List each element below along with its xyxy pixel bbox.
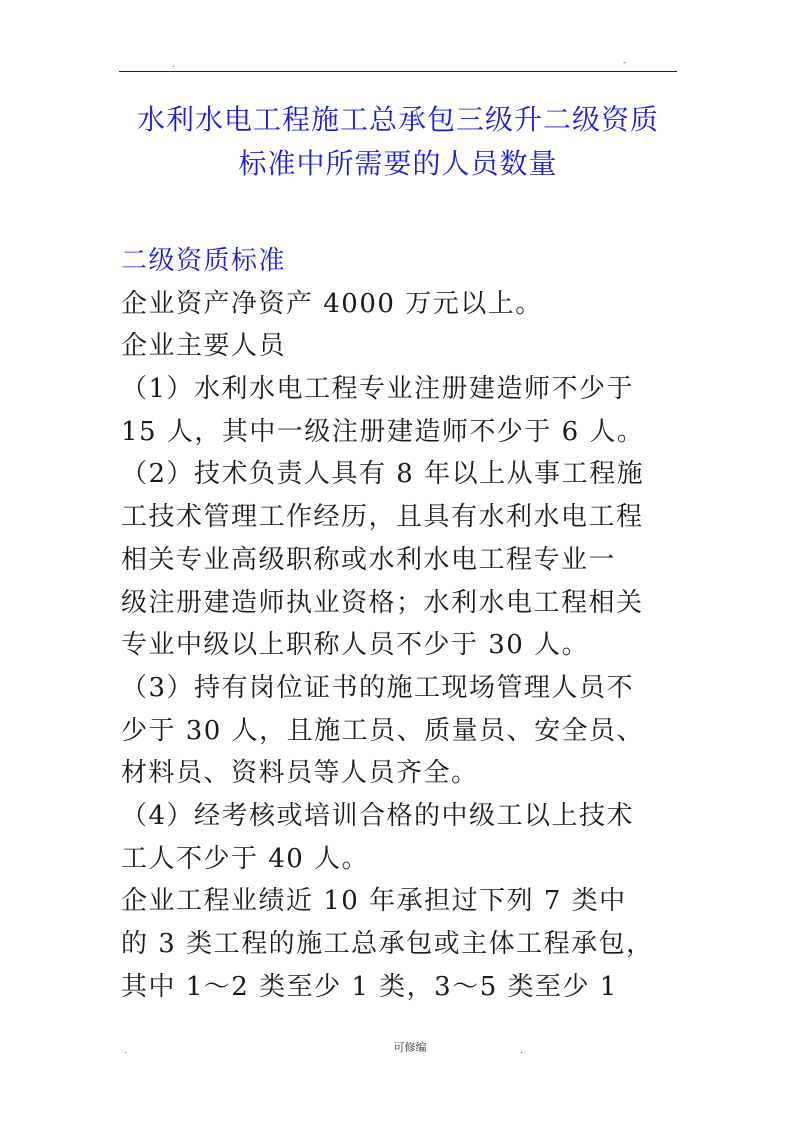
body-line: 级注册建造师执业资格；水利水电工程相关 bbox=[121, 587, 644, 618]
body-line: 企业工程业绩近 10 年承担过下列 7 类中 bbox=[121, 886, 627, 917]
body-line: 少于 30 人，且施工员、质量员、安全员、 bbox=[121, 715, 645, 746]
body-line: 其中 1～2 类至少 1 类，3～5 类至少 1 bbox=[121, 971, 618, 1002]
title-line-1: 水利水电工程施工总承包三级升二级资质 bbox=[136, 103, 659, 136]
body-line: 专业中级以上职称人员不少于 30 人。 bbox=[121, 630, 590, 661]
body-line: 相关专业高级职称或水利水电工程专业一 bbox=[121, 544, 617, 575]
header-dot-right: - bbox=[623, 58, 627, 68]
body-line: （3）持有岗位证书的施工现场管理人员不 bbox=[121, 672, 635, 703]
footer-dot-left: . bbox=[124, 1046, 127, 1056]
header-dot-left: . bbox=[172, 60, 175, 70]
body-line: 的 3 类工程的施工总承包或主体工程承包， bbox=[121, 929, 654, 959]
body-line: 15 人，其中一级注册建造师不少于 6 人。 bbox=[121, 416, 645, 447]
body-line: 企业资产净资产 4000 万元以上。 bbox=[121, 288, 543, 319]
body-line: （2）技术负责人具有 8 年以上从事工程施 bbox=[121, 459, 645, 490]
footer-label: 可修编 bbox=[393, 1041, 427, 1054]
section-heading: 二级资质标准 bbox=[121, 246, 287, 276]
header-rule bbox=[119, 71, 677, 72]
body-line: 企业主要人员 bbox=[121, 331, 287, 362]
body-line: 工技术管理工作经历，且具有水利水电工程 bbox=[121, 502, 644, 533]
footer-dot-right: . bbox=[520, 1046, 523, 1056]
body-line: 工人不少于 40 人。 bbox=[121, 843, 370, 874]
body-line: （1）水利水电工程专业注册建造师不少于 bbox=[121, 374, 635, 405]
body-line: 材料员、资料员等人员齐全。 bbox=[121, 758, 479, 789]
document-title bbox=[110, 98, 686, 186]
title-line-2: 标准中所需要的人员数量 bbox=[238, 147, 558, 180]
body-line: （4）经考核或培训合格的中级工以上技术 bbox=[121, 800, 635, 831]
body-text bbox=[121, 240, 681, 1008]
